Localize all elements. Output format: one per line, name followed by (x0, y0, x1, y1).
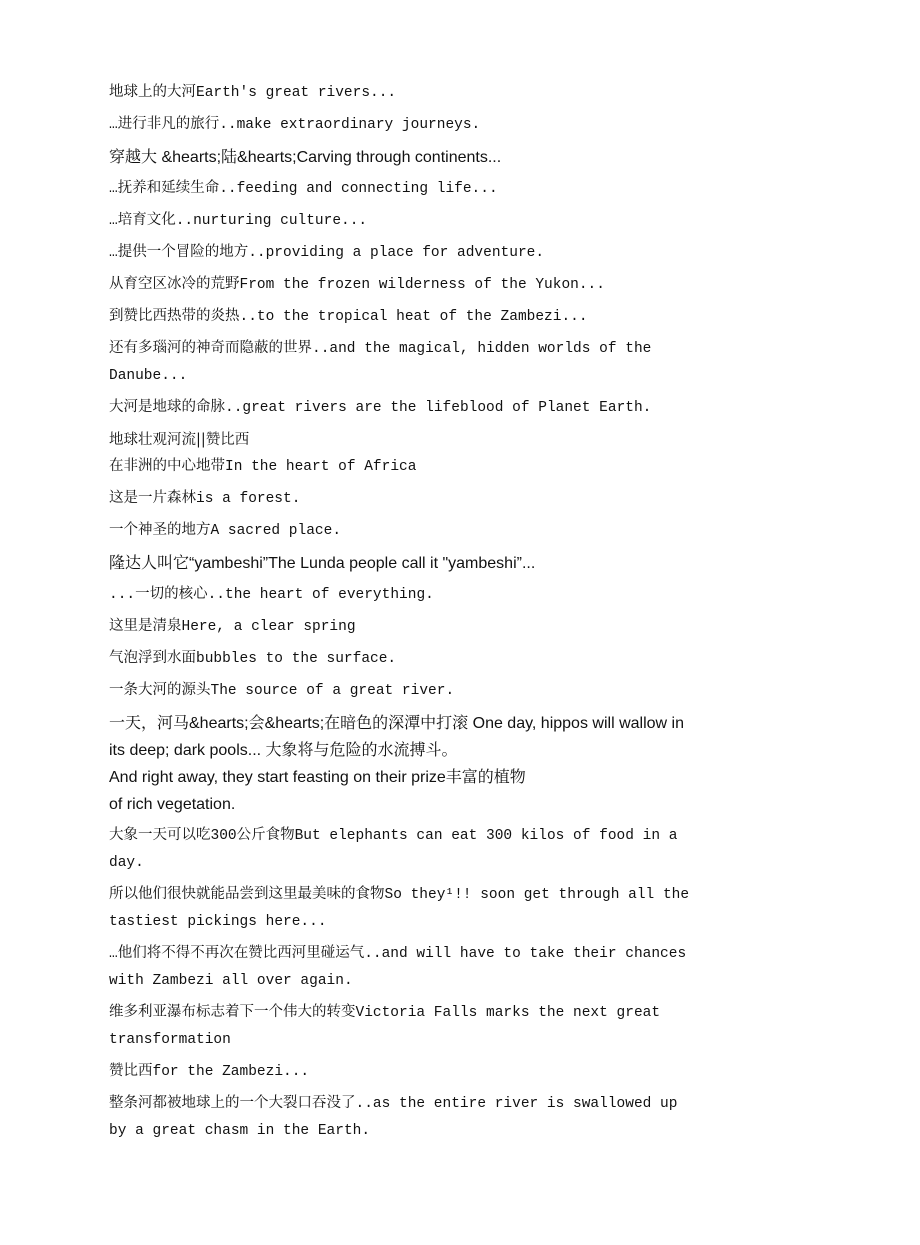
section-heading: 地球壮观河流||赞比西 (109, 432, 250, 448)
transcript-line: …抚养和延续生命..feeding and connecting life... (109, 181, 498, 197)
transcript-line: …进行非凡的旅行..make extraordinary journeys. (109, 117, 481, 133)
transcript-line: 这是一片森林is a forest. (109, 491, 301, 507)
transcript-line: 这里是清泉Here, a clear spring (109, 619, 356, 635)
transcript-line: …他们将不得不再次在赞比西河里碰运气..and will have to take their chances with Zambezi all over again. (109, 946, 687, 989)
transcript-line: 地球上的大河Earth's great rivers... (109, 85, 397, 101)
transcript-line: 隆达人叫它“yambeshi”The Lunda people call it "yambeshi”... (109, 555, 536, 572)
transcript-body (109, 80, 694, 1150)
transcript-line: …培育文化..nurturing culture... (109, 213, 368, 229)
transcript-line: 一个神圣的地方A sacred place. (109, 523, 342, 539)
transcript-line: …提供一个冒险的地方..providing a place for adventure. (109, 245, 545, 261)
transcript-line: 穿越大 &hearts;陆&hearts;Carving through continents... (109, 149, 502, 166)
transcript-line: 维多利亚瀑布标志着下一个伟大的转变Victoria Falls marks the next great transformation (109, 1005, 661, 1048)
transcript-line: 大河是地球的命脉..great rivers are the lifeblood of Planet Earth. (109, 400, 652, 416)
transcript-line: ...一切的核心..the heart of everything. (109, 587, 434, 603)
transcript-line: 大象一天可以吃300公斤食物But elephants can eat 300 kilos of food in a day. (109, 828, 678, 871)
transcript-line: 到赞比西热带的炎热..to the tropical heat of the Zambezi... (109, 309, 588, 325)
transcript-line: 气泡浮到水面bubbles to the surface. (109, 651, 397, 667)
transcript-line: 一条大河的源头The source of a great river. (109, 683, 455, 699)
transcript-line: 赞比西for the Zambezi... (109, 1064, 310, 1080)
transcript-line: And right away, they start feasting on their prize丰富的植物 (109, 769, 526, 786)
transcript-line: 从育空区冰冷的荒野From the frozen wilderness of the Yukon... (109, 277, 605, 293)
transcript-line: 一天，河马&hearts;会&hearts;在暗色的深潭中打滚 One day, hippos will wallow in its deep; dark pools... 大象将与危险的水流搏斗。 (109, 715, 684, 759)
transcript-line: 所以他们很快就能品尝到这里最美味的食物So they¹!! soon get through all the tastiest pickings here... (109, 887, 690, 930)
transcript-line: 还有多瑙河的神奇而隐蔽的世界..and the magical, hidden worlds of the Danube... (109, 341, 652, 384)
transcript-line: 在非洲的中心地带In the heart of Africa (109, 459, 417, 475)
transcript-line: 整条河都被地球上的一个大裂口吞没了..as the entire river is swallowed up by a great chasm in the Earth. (109, 1096, 678, 1139)
transcript-line: of rich vegetation. (109, 796, 236, 813)
